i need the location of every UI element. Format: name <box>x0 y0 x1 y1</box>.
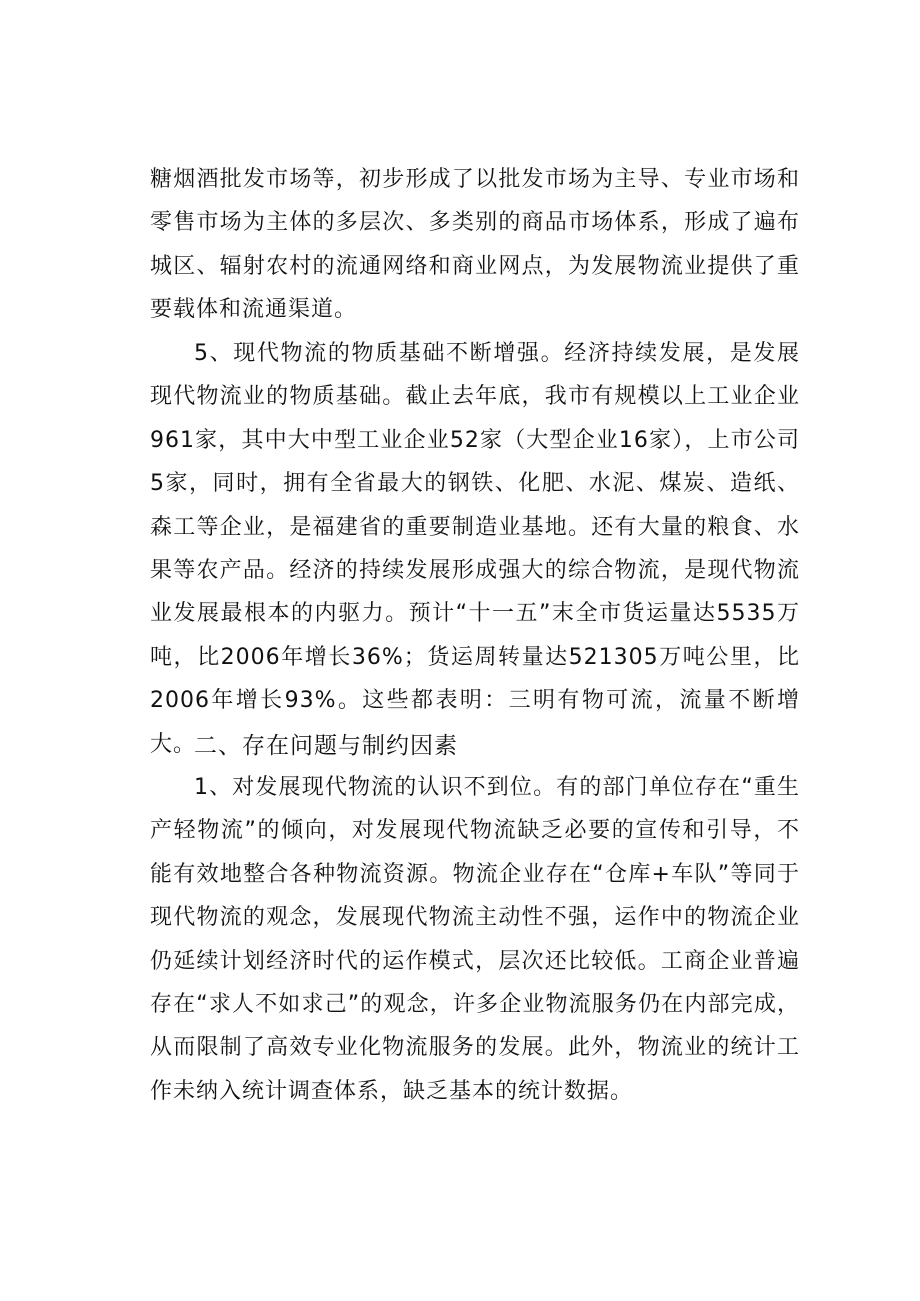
paragraph-market-system: 糖烟酒批发市场等，初步形成了以批发市场为主导、专业市场和零售市场为主体的多层次、多类别的商品市场体系，形成了遍布城区、辐射农村的流通网络和商业网点，为发展物流业提供了重要载体和流通渠道。 <box>150 167 800 323</box>
paragraph-awareness-problem: 1、对发展现代物流的认识不到位。有的部门单位存在“重生产轻物流”的倾向，对发展现代物流缺乏必要的宣传和引导，不能有效地整合各种物流资源。物流企业存在“仓库+车队”等同于现代物流的观念，发展现代物流主动性不强，运作中的物流企业仍延续计划经济时代的运作模式，层次还比较低。工商企业普遍存在“求人不如求己”的观念，许多企业物流服务仍在内部完成，从而限制了高效专业化物流服务的发展。此外，物流业的统计工作未纳入统计调查体系，缺乏基本的统计数据。 <box>150 775 800 1104</box>
section-heading-problems: 二、存在问题与制约因素 <box>194 733 458 759</box>
paragraph-material-basis: 5、现代物流的物质基础不断增强。经济持续发展，是发展现代物流业的物质基础。截止去年底，我市有规模以上工业企业961家，其中大中型工业企业52家（大型企业16家），上市公司5家，同时，拥有全省最大的钢铁、化肥、水泥、煤炭、造纸、森工等企业，是福建省的重要制造业基地。还有大量的粮食、水果等农产品。经济的持续发展形成强大的综合物流，是现代物流业发展最根本的内驱力。预计“十一五”末全市货运量达5535万吨，比2006年增长36%；货运周转量达521305万吨公里，比2006年增长93%。这些都表明：三明有物可流，流量不断增大。 <box>150 341 800 757</box>
